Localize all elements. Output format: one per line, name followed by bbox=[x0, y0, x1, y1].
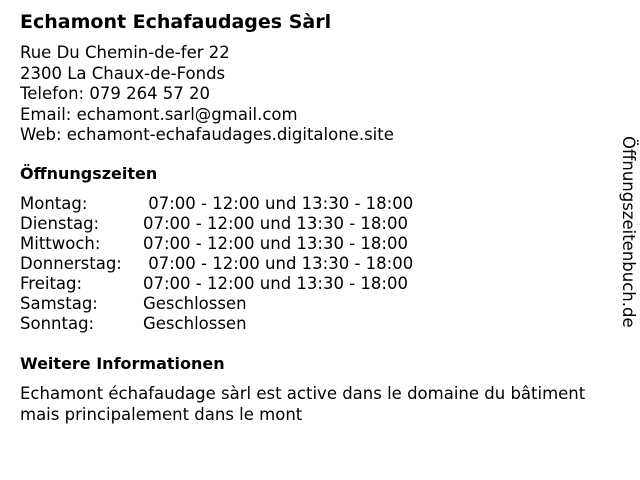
day-label: Montag: bbox=[20, 194, 88, 213]
hours-row-tuesday bbox=[20, 214, 413, 234]
source-watermark: Öffnungszeitenbuch.de bbox=[619, 136, 638, 328]
time-value: 07:00 - 12:00 und 13:30 - 18:00 bbox=[143, 274, 408, 293]
hours-row-wednesday bbox=[20, 234, 413, 254]
web-line: Web: echamont-echafaudages.digitalone.site bbox=[20, 125, 394, 144]
time-value: Geschlossen bbox=[143, 294, 247, 313]
hours-row-monday bbox=[20, 194, 413, 214]
description-line: mais principalement dans le mont bbox=[20, 404, 303, 424]
address-block bbox=[20, 43, 394, 146]
business-name: Echamont Echafaudages Sàrl bbox=[20, 11, 332, 33]
day-label: Mittwoch: bbox=[20, 234, 101, 253]
day-label: Donnerstag: bbox=[20, 254, 122, 273]
time-value: 07:00 - 12:00 und 13:30 - 18:00 bbox=[143, 234, 408, 253]
opening-hours-heading: Öffnungszeiten bbox=[20, 164, 158, 183]
street-line: Rue Du Chemin-de-fer 22 bbox=[20, 43, 230, 62]
day-label: Samstag: bbox=[20, 294, 98, 313]
day-label: Sonntag: bbox=[20, 314, 95, 333]
time-value: 07:00 - 12:00 und 13:30 - 18:00 bbox=[143, 194, 414, 213]
hours-row-sunday bbox=[20, 314, 413, 334]
city-line: 2300 La Chaux-de-Fonds bbox=[20, 63, 226, 83]
further-info-heading: Weitere Informationen bbox=[20, 354, 225, 373]
email-line: Email: echamont.sarl@gmail.com bbox=[20, 104, 298, 124]
description-text bbox=[20, 384, 620, 425]
time-value: Geschlossen bbox=[143, 314, 247, 333]
opening-hours-table bbox=[20, 194, 413, 334]
description-line: Echamont échafaudage sàrl est active dans le domaine du bâtiment bbox=[20, 384, 586, 403]
day-label: Freitag: bbox=[20, 274, 83, 293]
day-label: Dienstag: bbox=[20, 214, 100, 233]
time-value: 07:00 - 12:00 und 13:30 - 18:00 bbox=[143, 214, 408, 233]
phone-line: Telefon: 079 264 57 20 bbox=[20, 84, 211, 103]
hours-row-thursday bbox=[20, 254, 413, 274]
hours-row-saturday bbox=[20, 294, 413, 314]
time-value: 07:00 - 12:00 und 13:30 - 18:00 bbox=[143, 254, 414, 273]
hours-row-friday bbox=[20, 274, 413, 294]
